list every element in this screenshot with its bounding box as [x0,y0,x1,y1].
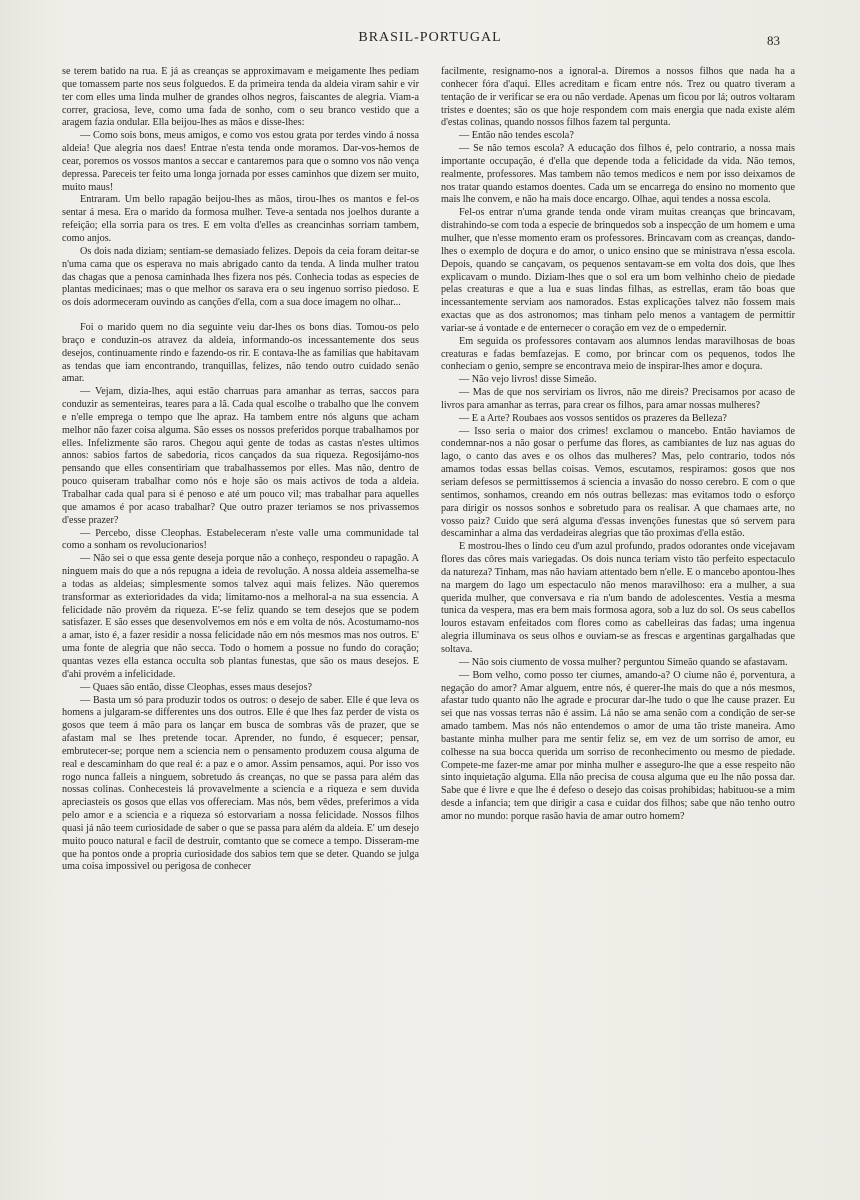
paragraph: — Quaes são então, disse Cleophas, esses maus desejos? [80,681,312,693]
paragraph: — Então não tendes escola? [459,130,574,142]
paragraph: facilmente, resignamo-nos a ignoral-a. Diremos a nossos filhos que nada ha a conhecer fóra d'aqui. Elles acreditam e ficam entre nós. Trez ou quatro tiveram a tentação de ir verificar se era ou não verdade. Apenas um ficou por lá; outros voltaram tristes e doentes; são os que hoje respondem com mais energia que nada existe além d'estas colinas, quando nossos filhos fazem tal pergunta. [441,66,795,129]
paragraph: — Como sois bons, meus amigos, e como vos estou grata por terdes vindo á nossa aldeia! Que alegria nos daes! Entrae n'esta tenda onde moramos. Dar-vos-hemos de cear, poremos os vossos mantos a seccar e cantaremos para que o somno vos não vença depressa. Pareceis ter feito uma longa jornada por esses caminhos que dizem ser muito, muito maus! [62,130,419,193]
paragraph: — E a Arte? Roubaes aos vossos sentidos os prazeres da Belleza? [459,412,727,424]
left-column [62,66,419,874]
running-title: BRASIL-PORTUGAL [358,30,502,45]
paragraph: — Basta um só para produzir todos os outros: o desejo de saber. Elle é que leva os homens a julgaram-se differentes uns dos outros. Elle é que lhes faz perder de vista os gosos que teem á mão para os lançar em busca de sombras vãs de prazer, que se afastam mal se lhes pretende tocar. Aprender, no fundo, é esquecer; pensar, embrutecer-se; porque nem a sciencia nem o pensamento produzem cousa alguma de real e descaminham do que real é: a paz e o amor. Assim pensamos, aqui. Por isso vos rogo nunca falleis a ninguem, sobretudo ás creanças, no que se passa para além das nossas colinas. Conhecesteis lá provavelmente a sciencia e a riqueza e sem duvida apreciasteis os gosos que ellas vos offereciam. Mas nós, bem vêdes, preferimos a vida pelo amor e a sciencia e a riqueza só estorvariam a nossa felicidade. Nossos filhos quasi já não teem curiosidade de saber o que se passa para além da aldeia. E' um desejo muito pouco natural e facil de destruir, comtanto que se comece a tempo. Disseram-me que ha pontos onde a propria curiosidade dos sabios tem que se deter. Quando se julga uma coisa impossivel ou perigosa de conhecer [62,694,419,873]
paragraph: — Não sei o que essa gente deseja porque não a conheço, respondeu o rapagão. A ninguem mais do que a nós repugna a ideia de revolução. A nossa aldeia assemelha-se a todas as aldeias; simplesmente somos talvez aqui mais felizes. Não queremos transformar as exterioridades da vida; limitamo-nos a melhoral-a na sua essencia. A felicidade não provém da riqueza. E'-se feliz quando se tem desejos que se podem satisfazer. E são esses que desenvolvemos em nós e em volta de nós. Acostumamo-nos a amar, isto é, a fazer residir a nossa felicidade não em nós mesmos mas nos outros. E' uma fonte de alegria que não secca. Todo o homem a possue no fundo do coração; quantas vezes ella estanca occulta sob plantas funestas, que são os maus desejos. E d'ahi provém a infelicidade. [62,553,419,680]
paragraph: Os dois nada diziam; sentiam-se demasiado felizes. Depois da ceia foram deitar-se n'uma cama que os esperava no mais abrigado canto da tenda. A linda mulher tratou das chagas que a penosa caminhada lhes fizera nos pés. Conhecia todas as especies de plantas medicinaes; mas o que melhor os sarava era o seu ingenuo sorriso piedoso. E os dois adormeceram ouvindo as canções d'ella, com a sua doce imagem no olhar... [62,245,419,309]
paragraph: — Bom velho, como posso ter ciumes, amando-a? O ciume não é, porventura, a negação do amor? Amar alguem, entre nós, é querer-lhe mais do que a nós mesmos, afastar tudo quanto não lhe agrade e procurar dar-lhe tudo o que lhe cause prazer. Eu sei que nas vossas terras não é assim. Lá não se ama senão com a condição de ser-se amado tambem. Mas nós não entendemos o amor de uma tão triste maneira. Amo bastante minha mulher para me sentir feliz se, em vez de um sorriso de amor, eu colhesse na sua bocca querida um sorriso de reconhecimento ou mesmo de piedade. Compete-me fazer-me amar por minha mulher e asseguro-lhe que a esse respeito não sinto inquietação alguma. Ella não precisa de cousa alguma que eu lhe não possa dar. Sabe que é livre e que lhe é defeso o desejo das coisas prohibidas; habituou-se a mim desde a infancia; tem que dirigir a casa e cuidar dos filhos; sabe que não tenho outro amor no mundo: porque rasão havia de amar outro homem? [441,669,795,822]
paragraph: — Não sois ciumento de vossa mulher? perguntou Simeão quando se afastavam. [459,656,788,668]
paragraph: Em seguida os professores contavam aos alumnos lendas maravilhosas de boas creaturas e fadas bemfazejas. E como, por brincar com os pequenos, todos lhe conheciam o genio, sempre se encontrava meio de inspirar-lhes amor e doçura. [441,335,795,373]
paragraph: — Mas de que nos serviriam os livros, não me direis? Precisamos por acaso de livros para amanhar as terras, para crear os filhos, para amar nossas mulheres? [441,387,795,411]
paragraph: — Não vejo livros! disse Simeão. [459,374,597,386]
paragraph: — Isso seria o maior dos crimes! exclamou o mancebo. Então haviamos de condemnar-nos a não gosar o perfume das flores, as cambiantes de luz nas aguas do lago, o canto das aves e os olhos das mulheres? Mas, pelo contrario, todos nós amamos todas essas bellas coisas. Vemos, escutamos, respiramos: gosos que nos seriam defesos se permittissemos á sciencia a invasão do nosso cerebro. E com o que sentimos, sonhamos, creando em nós outras bellezas: mas evitamos todo o esforço para dirigir os nossos sonhos e sobretudo para os realisar. A que chamaes arte, no vosso paiz? Cuido que será alguma d'essas invenções funestas que só servem para descaminhar a alma das verdadeiras alegrias que tão proximas d'ella estão. [441,425,795,540]
paragraph: Foi o marido quem no dia seguinte veiu dar-lhes os bons dias. Tomou-os pelo braço e conduzin-os atravez da aldeia, informando-os incessantemente dos seus desejos, continuamente rindo e fazendo-os rir. E contava-lhe as familias que habitavam as tendas que iam encontrando, tranquillas, felizes, não tendo outro cuidado senão amar. [62,322,419,385]
page-number: 83 [767,33,780,48]
paragraph: — Percebo, disse Cleophas. Estabeleceram n'este valle uma communidade tal como a sonham os revolucionarios! [62,527,419,552]
paragraph: E mostrou-lhes o lindo ceu d'um azul profundo, prados odorantes onde vicejavam flores das côres mais variegadas. Os dois nunca teriam visto tão perfeito espectaculo da natureza? Tinham, mas não haviam attentado bem n'elle. E o mancebo apontou-lhes na margem do lago um espectaculo não menos maravilhoso: era a mulher, a sua querida mulher, que conversava e ria n'um bando de adolescentes. Vestia a mesma tunica da vespera, mas era bem mais formosa agora, sob a luz do sol. Os seus cabellos louros estavam enfeitados com flores como as cabelleiras das fadas; uma ingenua alegria illuminava os seus olhos e ouviam-se as frescas e argentinas gargalhadas que soltava. [441,541,795,655]
paragraph: Fel-os entrar n'uma grande tenda onde viram muitas creanças que brincavam, distrahindo-se com toda a especie de brinquedos sob a inspecção de um homem e uma mulher, que n'esse momento eram os professores. Brincavam com as creanças, dando-lhes o exemplo de doçura e do amor, o unico ensino que se ministrava n'essa escola. Depois, quando se cançavam, os pequenos sentavam-se em volta dos dois, que lhes explicavam o mundo. Diziam-lhes que o sol era um bom velhinho cheio de piedade pelas creaturas e que a lua e suas lindas filhas, as estrellas, eram tão boas que incessantemente serviam aos namorados. Estas explicações talvez não fossem mais exactas que as dos astronomos; mas tinham pelo menos a vantagem de permittir variar-se á vontade e de enternecer o coração em vez de o empedernir. [441,207,795,334]
paragraph: se terem batido na rua. E já as creanças se approximavam e meigamente lhes pediam que tomassem parte nos seus folguedos. E da primeira tenda da aldeia viram sahir e vir ter com elles uma linda mulher de grandes olhos negros, faiscantes de alegria. Viam-a correr, graciosa, leve, como uma fada de sonho, com o seu branco vestido que a aragem fazia ondular. Ella beijou-lhes as mãos e disse-lhes: [62,66,419,129]
paragraph: — Se não temos escola? A educação dos filhos é, pelo contrario, a nossa mais importante occupação, é d'ella que depende toda a felicidade da vida. Não temos, realmente, professores. Mas tambem não temos medicos e nem por isso deixamos de nos tratar quando estamos doentes. Cada um se encarrega do ensino no momento que mais lhe convem, e não ha mais doce encargo. Olhae, aqui tendes a nossa escola. [441,143,795,206]
paragraph: — Vejam, dizia-lhes, aqui estão charruas para amanhar as terras, saccos para conduzir as sementeiras, teares para a lã. Cada qual escolhe o trabalho que lhe convem e n'elle emprega o tempo que lhe apraz. Ha tambem entre nós alguns que acham melhor não fazer coisa alguma. São esses os nossos preferidos porque trabalhamos por elles. Infelizmente são raros. Chegou aqui gente de todas as castas n'estes ultimos annos: sabios fartos de sabedoria, ricos cançados da sua riqueza. Regosijámo-nos pensando que elles consentiriam que trabalhassemos por elles. Mas não, dentro de pouco quiseram trabalhar como nós e hoje são os mais activos de toda a aldeia. Trabalhar cada qual para si é penoso e até um pouco vil; mas trabalhar para aquelles que amamos é por acaso trabalhar? Que outro prazer teriamos se nos privassemos d'esse prazer? [62,386,419,526]
paragraph: Entraram. Um bello rapagão beijou-lhes as mãos, tirou-lhes os mantos e fel-os sentar á mesa. Era o marido da formosa mulher. Teve-a sentada nos joelhos durante a refeição; ella sorria para os tres. E em volta d'elles as creancinhas sorriam tambem, como anjos. [62,194,419,244]
right-column [441,66,795,824]
